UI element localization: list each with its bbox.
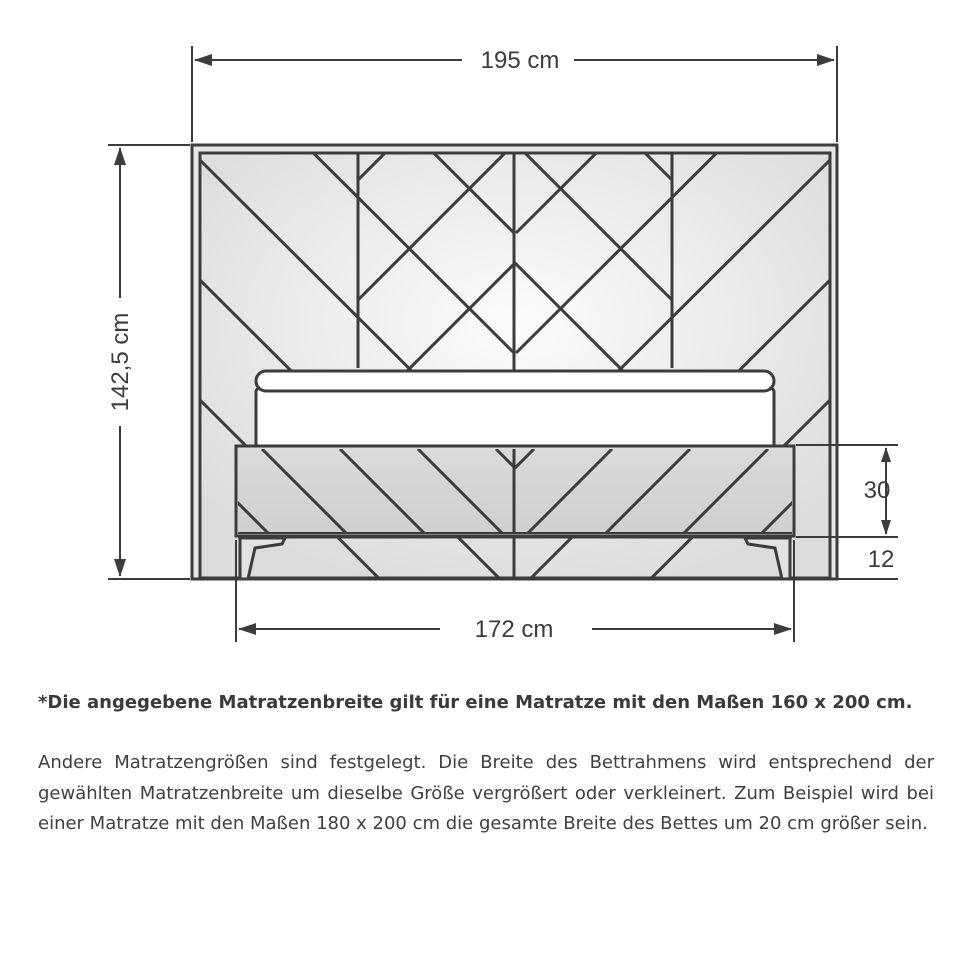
headboard [192,0,837,672]
bed-base [184,446,846,537]
dim-width-total-label: 195 cm [480,47,560,74]
dim-height-total-label: 142,5 cm [107,312,134,412]
dim-leg-height-label: 12 [867,546,895,573]
size-explanation-text: Andere Matratzengrößen sind festgelegt. Die Breite des Bettrahmens wird entsprechend der gewählten Matratzenbreite um dieselbe Größe vergrößert oder verkleinert. Zum Beispiel wird bei einer Matratze mit den Maßen 180 x 200 cm die gesamte Breite des Bettes um 20 cm größer sein. [38,752,934,834]
dim-mattress-width-label: 172 cm [474,616,554,643]
dim-base-height-label: 30 [863,477,891,504]
mattress-width-note: *Die angegebene Matratzenbreite gilt für eine Matratze mit den Maßen 160 x 200 cm. [38,692,913,713]
mattress [256,371,774,448]
